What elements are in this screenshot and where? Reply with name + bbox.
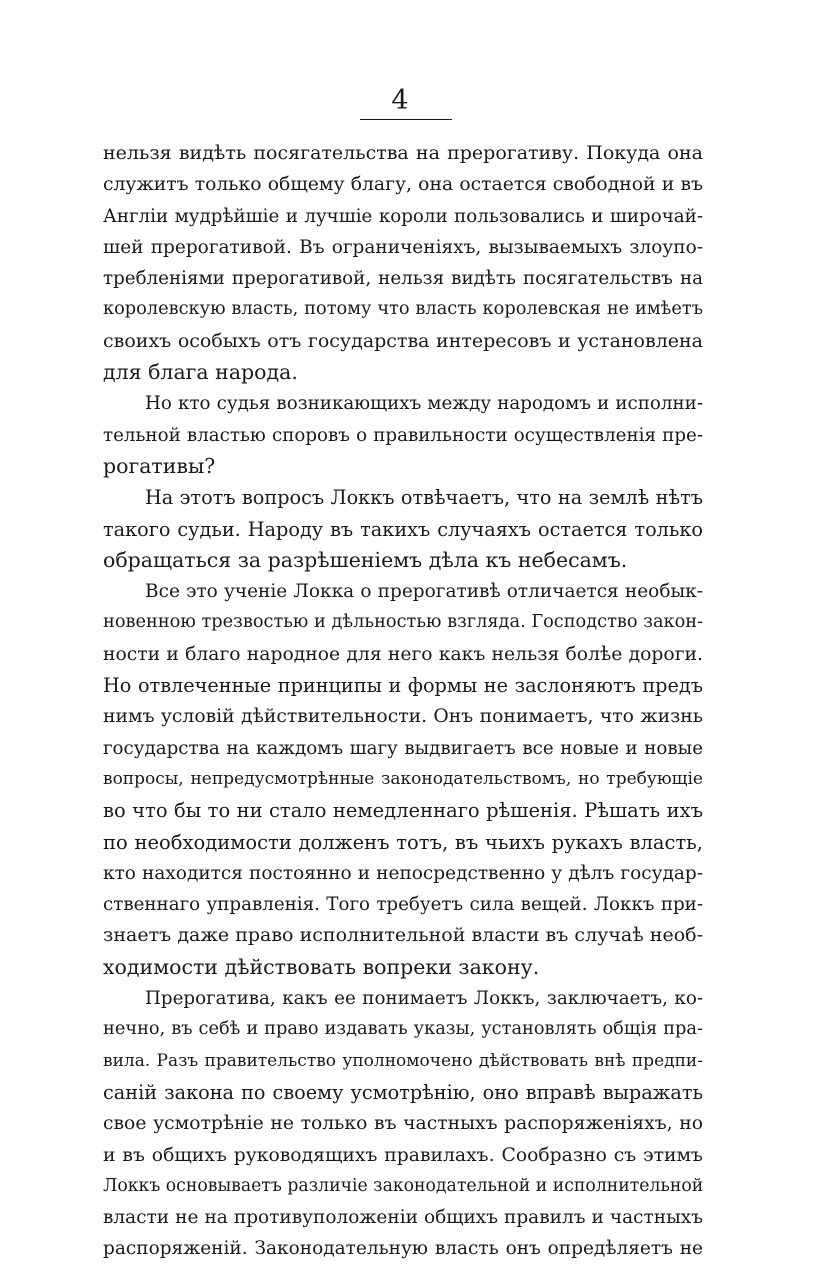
text-line: ственнаго управленія. Того требуетъ сила вещей. Локкъ при- bbox=[103, 894, 703, 916]
text-line: такого судьи. Народу въ такихъ случаяхъ остается только bbox=[103, 517, 703, 541]
text-line: ходимости дѣйствовать вопреки закону. bbox=[103, 954, 540, 979]
text-line: рогативы? bbox=[103, 453, 216, 478]
text-line: новенною трезвостью и дѣльностью взгляда. Господство закон- bbox=[103, 612, 704, 633]
text-line: власти не на противуположеніи общихъ правилъ и частныхъ bbox=[103, 1207, 703, 1229]
text-line: Но кто судья возникающихъ между народомъ и исполни- bbox=[145, 393, 703, 415]
text-line: служитъ только общему благу, она остается свободной и въ bbox=[103, 174, 703, 196]
text-line: Локкъ основываетъ различіе законодательной и исполнительной bbox=[103, 1175, 704, 1196]
text-line: своихъ особыхъ отъ государства интересовъ и установлена bbox=[103, 329, 703, 352]
text-line: государства на каждомъ шагу выдвигаетъ все новые и новые bbox=[103, 737, 703, 759]
text-line: На этотъ вопросъ Локкъ отвѣчаетъ, что на землѣ нѣтъ bbox=[145, 486, 703, 510]
text-line: во что бы то ни стало немедленнаго рѣшенія. Рѣшать ихъ bbox=[103, 799, 703, 823]
text-line: королевскую власть, потому что власть королевская не имѣетъ bbox=[103, 299, 703, 320]
text-line: тельной властью споровъ о правильности осуществленія пре- bbox=[103, 424, 703, 446]
text-line: распоряженій. Законодательную власть онъ опредѣляетъ не bbox=[103, 1238, 703, 1260]
text-line: саній закона по своему усмотрѣнію, оно вправѣ выражать bbox=[103, 1080, 703, 1104]
text-line: обращаться за разрѣшеніемъ дѣла къ небесамъ. bbox=[103, 547, 628, 572]
text-line: шей прерогативой. Въ ограниченіяхъ, вызываемыхъ злоупо- bbox=[103, 236, 703, 258]
page-number: 4 bbox=[391, 85, 409, 116]
text-line: нельзя видѣть посягательства на прерогативу. Покуда она bbox=[103, 142, 703, 164]
text-line: вила. Разъ правительство уполномочено дѣйствовать внѣ предпи- bbox=[103, 1050, 703, 1071]
text-line: Прерогатива, какъ ее понимаетъ Локкъ, заключаетъ, ко- bbox=[145, 988, 703, 1010]
text-line: ности и благо народное для него какъ нельзя болѣе дороги. bbox=[103, 643, 703, 665]
body-text bbox=[103, 138, 703, 1265]
text-line: Все это ученіе Локка о прерогативѣ отличается необык- bbox=[145, 581, 703, 603]
page-number-rule bbox=[360, 119, 452, 120]
text-line: требленіями прерогативой, нельзя видѣть посягательствъ на bbox=[103, 268, 703, 290]
text-line: нимъ условій дѣйствительности. Онъ понимаетъ, что жизнь bbox=[103, 706, 703, 728]
text-line: вопросы, непредусмотрѣнные законодательствомъ, но требующіе bbox=[103, 768, 703, 789]
text-line: Англіи мудрѣйшіе и лучшіе короли пользовались и широчай- bbox=[103, 205, 703, 227]
text-line: Но отвлеченные принципы и формы не заслоняютъ предъ bbox=[103, 674, 703, 698]
text-line: по необходимости долженъ тотъ, въ чьихъ рукахъ власть, bbox=[103, 830, 703, 854]
text-line: кто находится постоянно и непосредственно у дѣлъ государ- bbox=[103, 862, 703, 884]
text-line: знаетъ даже право исполнительной власти въ случаѣ необ- bbox=[103, 924, 703, 947]
text-line: и въ общихъ руководящихъ правилахъ. Сообразно съ этимъ bbox=[103, 1144, 703, 1166]
text-line: нечно, въ себѣ и право издавать указы, установлять общія пра- bbox=[103, 1019, 703, 1040]
text-line: для блага народа. bbox=[103, 360, 298, 385]
text-line: свое усмотрѣніе не только въ частныхъ распоряженіяхъ, но bbox=[103, 1113, 703, 1135]
